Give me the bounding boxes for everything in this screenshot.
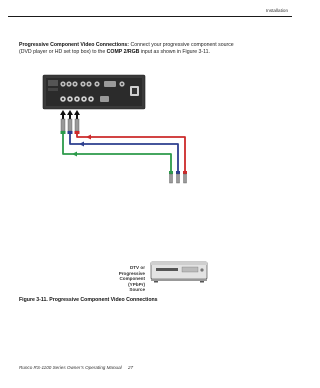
source-end-plugs xyxy=(169,171,187,183)
page-number: 27 xyxy=(128,365,134,370)
intro-heading: Progressive Component Video Connections: xyxy=(19,42,130,48)
manual-title: Runco RS-1100 Series Owner’s Operating Manual xyxy=(19,365,122,370)
figure-caption: Figure 3-11. Progressive Component Video Connections xyxy=(19,297,158,303)
cable-blue xyxy=(70,134,178,171)
projector-rear-panel xyxy=(43,75,145,109)
intro-text-1: Connect your progressive component source (DVD player or HD set top box) to the xyxy=(19,42,234,56)
source-device-label xyxy=(103,265,145,293)
source-label-line1: DTV or Progressive xyxy=(118,265,145,276)
input-name: COMP 2/RGB xyxy=(106,49,140,56)
source-label-line2: Component (YPbPr) xyxy=(119,276,145,287)
component-cables xyxy=(63,134,185,171)
projector-end-plugs xyxy=(61,119,80,134)
section-header: Installation xyxy=(266,8,288,13)
source-device xyxy=(151,262,207,283)
input-arrows xyxy=(60,110,80,119)
page-footer xyxy=(19,365,279,370)
source-label-line3: Source xyxy=(129,287,145,293)
intro-text-2: input as shown in Figure 3-11. xyxy=(139,49,210,56)
cable-red xyxy=(77,134,185,171)
cable-green xyxy=(63,134,171,171)
